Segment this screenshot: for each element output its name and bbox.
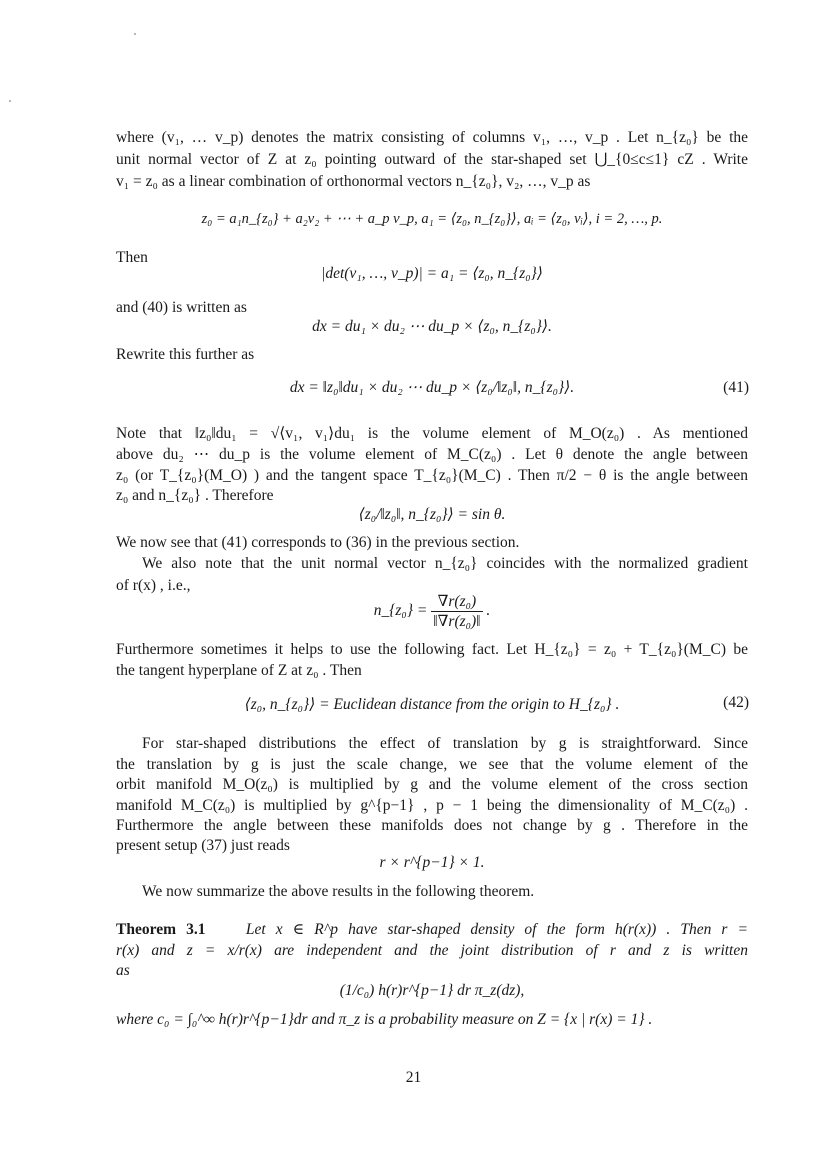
page-number: 21 (405, 1069, 422, 1086)
paragraph-line: the translation by g is just the scale change, we see that the volume element of the (116, 756, 748, 773)
equation-determinant: |det(v₁, …, v_p)| = a₁ = ⟨z₀, n_{z₀}⟩ (321, 265, 543, 282)
equation-42: ⟨z₀, n_{z₀}⟩ = Euclidean distance from the origin to H_{z₀} . (244, 696, 620, 713)
theorem-text: Let x ∈ R^p have star-shaped density of the form h(r(x)) . Then r = (245, 921, 749, 938)
paragraph-line: above du₂ ⋯ du_p is the volume element of M_C(z₀) . Let θ denote the angle between (116, 446, 748, 463)
theorem-line: where c₀ = ∫₀^∞ h(r)r^{p−1}dr and π_z is a probability measure on Z = {x | r(x) = 1} . (116, 1011, 653, 1028)
theorem-line (116, 920, 748, 940)
equation-sine: ⟨z₀/‖z₀‖, n_{z₀}⟩ = sin θ. (358, 506, 506, 523)
theorem-line: r(x) and z = x/r(x) are independent and the joint distribution of r and z is written (116, 942, 748, 959)
equation-linear-combination: z₀ = a₁n_{z₀} + a₂v₂ + ⋯ + a_p v_p, a₁ = ⟨z₀, n_{z₀}⟩, aᵢ = ⟨z₀, vᵢ⟩, i = 2, …, p. (201, 211, 663, 227)
equation-reads: r × r^{p−1} × 1. (379, 854, 485, 871)
paragraph-line: orbit manifold M_O(z₀) is multiplied by g and the volume element of the cross section (116, 776, 748, 793)
equation-dx: dx = du₁ × du₂ ⋯ du_p × ⟨z₀, n_{z₀}⟩. (312, 318, 552, 335)
paragraph-line: We now see that (41) corresponds to (36) in the previous section. (116, 534, 520, 551)
equation-41: dx = ‖z₀‖du₁ × du₂ ⋯ du_p × ⟨z₀/‖z₀‖, n_{z₀}⟩. (289, 379, 575, 396)
paragraph-line: Furthermore the angle between these manifolds does not change by g . Therefore in the (116, 817, 748, 834)
paragraph-line: For star-shaped distributions the effect of translation by g is straightforward. Since (142, 735, 748, 752)
theorem-line: as (116, 962, 130, 979)
fraction-denominator: ‖∇r(z₀)‖ (433, 613, 481, 630)
paragraph-line: Then (116, 249, 148, 266)
paragraph-line: where (v₁, … v_p) denotes the matrix consisting of columns v₁, …, v_p . Let n_{z₀} be the (116, 129, 748, 146)
paragraph-line: Rewrite this further as (116, 346, 255, 363)
gradient-lhs: n_{z₀} = (373, 602, 428, 620)
scan-speck (9, 100, 11, 102)
paragraph-line: present setup (37) just reads (116, 837, 290, 854)
gradient-tail: . (486, 602, 491, 620)
paragraph-line: z₀ (or T_{z₀}(M_O) ) and the tangent space T_{z₀}(M_C) . Then π/2 − θ is the angle between (116, 467, 748, 484)
paragraph-line: and (40) is written as (116, 299, 247, 316)
paragraph-line: Furthermore sometimes it helps to use the following fact. Let H_{z₀} = z₀ + T_{z₀}(M_C) be (116, 641, 748, 658)
paragraph-line: z₀ and n_{z₀} . Therefore (116, 487, 274, 504)
paragraph-line: We also note that the unit normal vector n_{z₀} coincides with the normalized gradient (142, 555, 748, 572)
theorem-heading: Theorem 3.1 (116, 921, 206, 938)
equation-number: (41) (723, 379, 749, 396)
gradient-fraction (431, 592, 482, 631)
equation-gradient (116, 592, 748, 631)
paragraph-line: manifold M_C(z₀) is multiplied by g^{p−1} , p − 1 being the dimensionality of M_C(z₀) . (116, 797, 748, 814)
equation-number: (42) (723, 694, 749, 711)
paragraph-line: v₁ = z₀ as a linear combination of orthonormal vectors n_{z₀}, v₂, …, v_p as (116, 173, 591, 190)
scan-speck (134, 33, 136, 35)
paragraph-line: We now summarize the above results in the following theorem. (142, 883, 535, 900)
paragraph-line: the tangent hyperplane of Z at z₀ . Then (116, 662, 362, 679)
paragraph-line: Note that ‖z₀‖du₁ = √⟨v₁, v₁⟩du₁ is the volume element of M_O(z₀) . As mentioned (116, 425, 748, 442)
paragraph-line: of r(x) , i.e., (116, 577, 191, 594)
paragraph-line: unit normal vector of Z at z₀ pointing outward of the star-shaped set ⋃_{0≤c≤1} cZ . Write (116, 151, 748, 168)
fraction-numerator: ∇r(z₀) (431, 592, 482, 612)
theorem-equation: (1/c₀) h(r)r^{p−1} dr π_z(dz), (339, 982, 525, 999)
